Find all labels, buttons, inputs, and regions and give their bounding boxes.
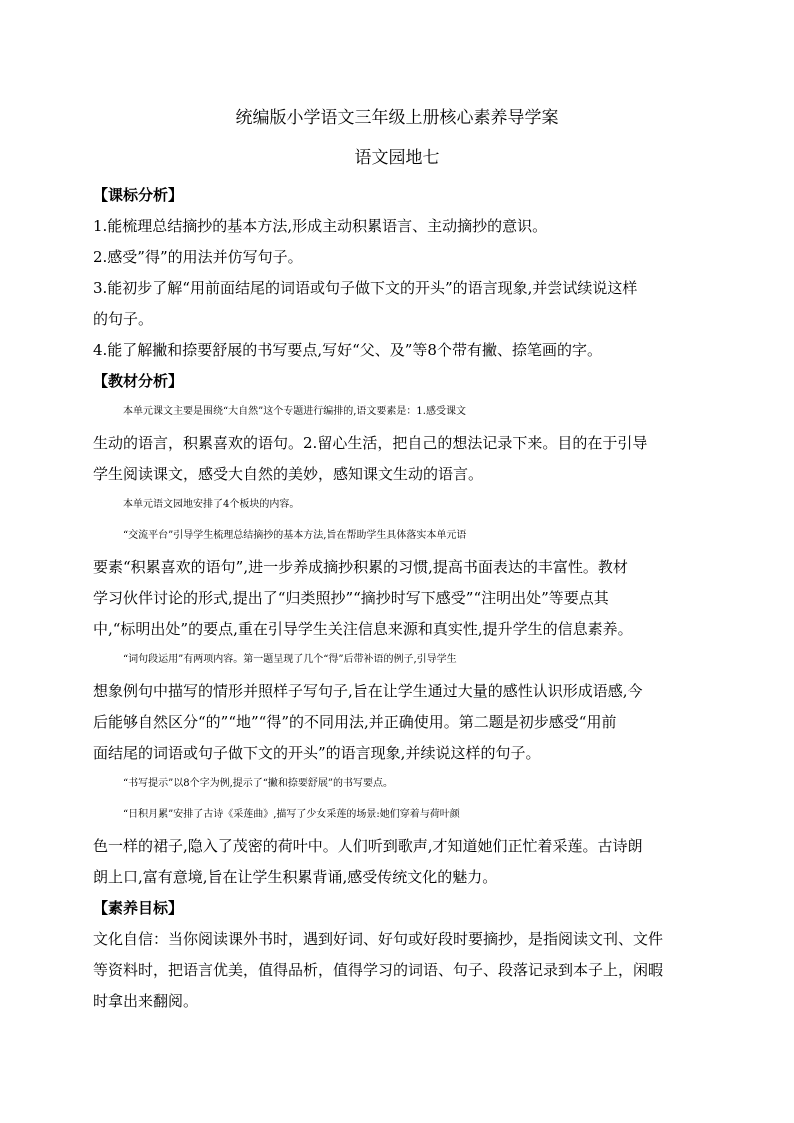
paragraph-line: 文化自信：当你阅读课外书时，遇到好词、好句或好段时要摘抄，是指阅读文刊、文件 (93, 930, 664, 948)
document-title: 统编版小学语文三年级上册核心素养导学案 (235, 108, 559, 128)
paragraph-line: 2.感受”得”的用法并仿写句子。 (93, 248, 303, 266)
paragraph-line: 后能够自然区分“的”“地”“得”的不同用法,并正确使用。第二题是初步感受“用前 (93, 713, 617, 731)
paragraph-line: 本单元课文主要是围绕“大自然”这个专题进行编排的,语文要素是：1.感受课文 (123, 406, 466, 417)
paragraph-line: 面结尾的词语或句子做下文的开头”的语言现象,并续说这样的句子。 (93, 744, 541, 762)
paragraph-line: 本单元语文园地安排了4个板块的内容。 (123, 499, 300, 510)
paragraph-line: 朗上口,富有意境,旨在让学生积累背诵,感受传统文化的魅力。 (93, 868, 498, 886)
paragraph-line: 3.能初步了解“用前面结尾的词语或句子做下文的开头”的语言现象,并尝试续说这样 (93, 279, 638, 297)
paragraph-line: 1.能梳理总结摘抄的基本方法,形成主动积累语言、主动摘抄的意识。 (93, 217, 548, 235)
paragraph-line: 生动的语言，积累喜欢的语句。2.留心生活，把自己的想法记录下来。目的在于引导 (93, 434, 648, 452)
paragraph-line: 的句子。 (93, 310, 154, 328)
paragraph-line: 色一样的裙子,隐入了茂密的荷叶中。人们听到歌声,才知道她们正忙着采莲。古诗朗 (93, 837, 643, 855)
paragraph-line: 想象例句中描写的情形并照样子写句子,旨在让学生通过大量的感性认识形成语感,今 (93, 682, 643, 700)
paragraph-line: 要素“积累喜欢的语句”,进一步养成摘抄积累的习惯,提高书面表达的丰富性。教材 (93, 558, 628, 576)
paragraph-line: 中,“标明出处”的要点,重在引导学生关注信息来源和真实性,提升学生的信息素养。 (93, 620, 633, 638)
paragraph-line: “日积月累”安排了古诗《采莲曲》,描写了少女采莲的场景:她们穿着与荷叶颜 (123, 809, 460, 820)
section-heading-literacy-goals: 【素养目标】 (93, 899, 184, 917)
section-heading-textbook: 【教材分析】 (93, 372, 184, 390)
paragraph-line: 学习伙伴讨论的形式,提出了“归类照抄”“摘抄时写下感受”“注明出处”等要点其 (93, 589, 609, 607)
paragraph-line: 等资料时，把语言优美，值得品析，值得学习的词语、句子、段落记录到本子上，闲暇 (93, 961, 664, 979)
section-heading-curriculum: 【课标分析】 (93, 186, 184, 204)
paragraph-line: “词句段运用”有两项内容。第一题呈现了几个“得”后带补语的例子,引导学生 (123, 654, 457, 665)
paragraph-line: 时拿出来翻阅。 (93, 992, 199, 1010)
paragraph-line: “交流平台”引导学生梳理总结摘抄的基本方法,旨在帮助学生具体落实本单元语 (123, 530, 467, 541)
paragraph-line: 学生阅读课文，感受大自然的美妙，感知课文生动的语言。 (93, 465, 484, 483)
paragraph-line: 4.能了解撇和捺要舒展的书写要点,写好“父、及”等8个带有撇、捺笔画的字。 (93, 341, 602, 359)
document-subtitle: 语文园地七 (354, 148, 440, 168)
paragraph-line: “书写提示”以8个字为例,提示了“撇和捺要舒展”的书写要点。 (123, 778, 393, 789)
